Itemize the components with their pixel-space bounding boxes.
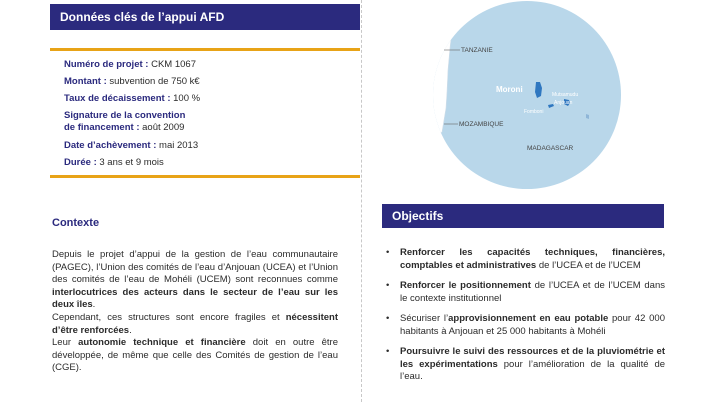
context-paragraph-1: Depuis le projet d’appui de la gestion de l’eau communautaire (PAGEC), l’Union des comités de l’eau d’Anjouan (UCEA) et l’Union des comités de l’eau de Mohéli (UCEM) sont reconnues comme interlocutrices des acteurs dans le secteur de l’eau sur les deux îles. [52, 249, 338, 311]
key-data-panel [50, 4, 360, 178]
disbursement-row: Taux de décaissement : 100 % [64, 93, 201, 104]
map-sea [433, 1, 621, 189]
map-label-fomboni: Fomboni [524, 109, 544, 115]
objectives-list [386, 247, 665, 392]
signature-row: Signature de la convention de financement : août 2009 [64, 110, 186, 133]
map-label-madagascar: MADAGASCAR [527, 145, 574, 152]
map-label-moroni: Moroni [496, 85, 523, 94]
objectives-title: Objectifs [382, 204, 664, 228]
amount-row: Montant : subvention de 750 k€ [64, 76, 200, 87]
gold-divider-bottom [50, 175, 360, 178]
objective-item: • Renforcer les capacités techniques, financières, comptables et administratives de l’UCEA et de l’UCEM [386, 247, 665, 271]
map-label-mozambique: MOZAMBIQUE [459, 121, 504, 128]
key-data-title: Données clés de l’appui AFD [50, 4, 360, 30]
column-separator [361, 0, 362, 402]
objective-item: • Poursuivre le suivi des ressources et de la pluviométrie et les expérimentations pour l’amélioration de la qualité de l’eau. [386, 346, 666, 382]
context-paragraph-2: Cependant, ces structures sont encore fragiles et nécessitent d’être renforcées. [52, 311, 338, 336]
map-label-mutsamudu: Mutsamudu [552, 92, 579, 98]
completion-row: Date d’achèvement : mai 2013 [64, 140, 199, 151]
context-title: Contexte [52, 217, 100, 229]
map-label-tanzanie: TANZANIE [461, 47, 493, 54]
duration-row: Durée : 3 ans et 9 mois [64, 157, 164, 168]
map-label-anjouan: Anjouan [554, 100, 573, 106]
context-body [52, 249, 338, 375]
comoros-map [432, 0, 622, 190]
objective-item: • Sécuriser l’approvisionnement en eau potable pour 42 000 habitants à Anjouan et 25 000 habitants à Mohéli [386, 313, 665, 337]
key-data-list [50, 51, 360, 169]
objective-item: • Renforcer le positionnement de l’UCEA et de l’UCEM dans le contexte institutionnel [386, 280, 665, 304]
context-paragraph-3: Leur autonomie technique et financière doit en outre être développée, de même que celle des Comités de gestion de l’eau (CGE). [52, 337, 339, 374]
project-number-row: Numéro de projet : CKM 1067 [64, 59, 196, 70]
